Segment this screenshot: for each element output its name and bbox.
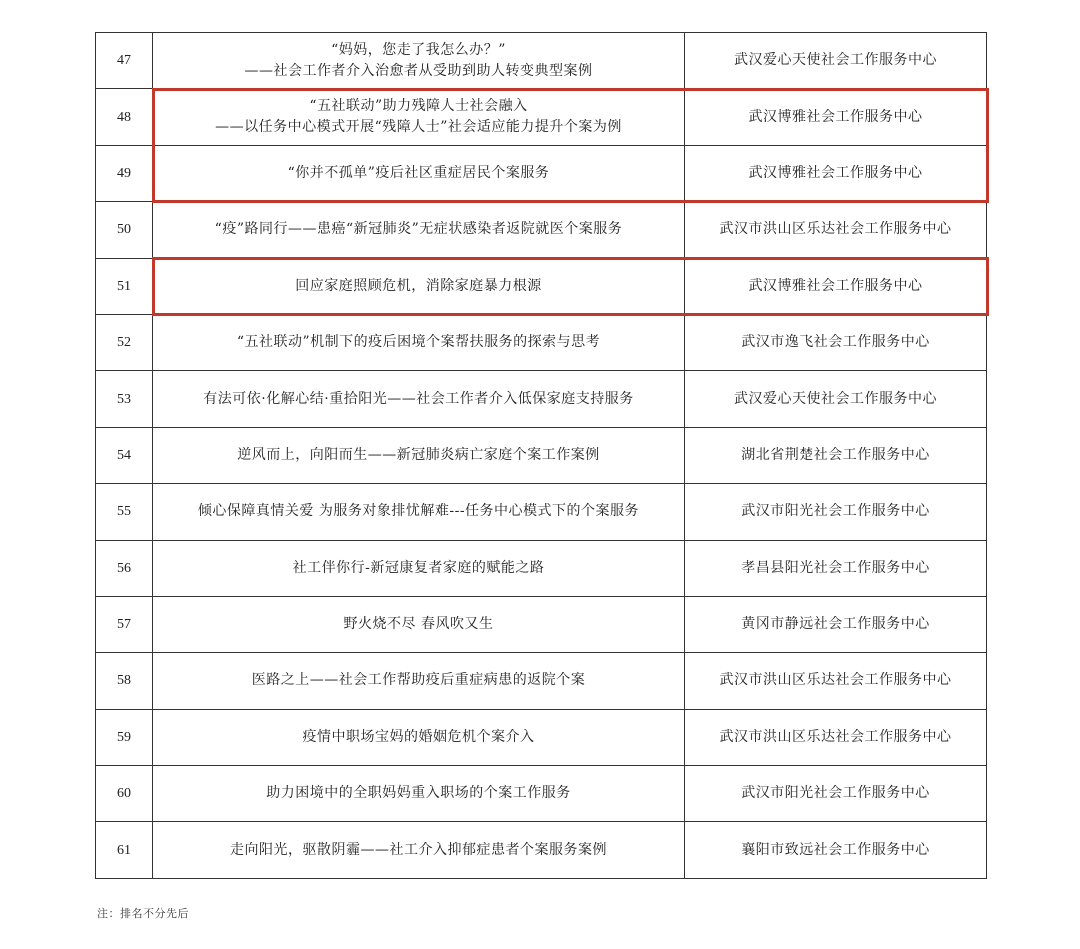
table-row: [96, 596, 987, 652]
table-row: [96, 540, 987, 596]
case-title: [153, 766, 685, 822]
case-title-line: “五社联动”助力残障人士社会融入: [309, 98, 528, 115]
row-number: 58: [96, 653, 153, 709]
table-body: [96, 33, 987, 879]
organization-name: 武汉市洪山区乐达社会工作服务中心: [685, 202, 987, 258]
case-title: [153, 709, 685, 765]
footnote: 注：排名不分先后: [97, 907, 189, 920]
organization-name: 武汉市洪山区乐达社会工作服务中心: [685, 709, 987, 765]
table-row: [96, 145, 987, 201]
organization-name: 武汉市阳光社会工作服务中心: [685, 766, 987, 822]
case-title-line: “妈妈，您走了我怎么办？”: [331, 41, 506, 58]
row-number: 53: [96, 371, 153, 427]
case-title-line: 有法可依·化解心结·重拾阳光——社会工作者介入低保家庭支持服务: [203, 390, 634, 407]
row-number: 56: [96, 540, 153, 596]
case-title: [153, 484, 685, 540]
organization-name: 武汉博雅社会工作服务中心: [685, 258, 987, 314]
case-title: [153, 314, 685, 370]
table-row: [96, 653, 987, 709]
organization-name: 黄冈市静远社会工作服务中心: [685, 596, 987, 652]
organization-name: 武汉爱心天使社会工作服务中心: [685, 371, 987, 427]
case-title: [153, 202, 685, 258]
case-title: [153, 258, 685, 314]
case-title: [153, 653, 685, 709]
organization-name: 武汉市阳光社会工作服务中心: [685, 484, 987, 540]
row-number: 59: [96, 709, 153, 765]
row-number: 47: [96, 33, 153, 89]
organization-name: 武汉市逸飞社会工作服务中心: [685, 314, 987, 370]
organization-name: 武汉爱心天使社会工作服务中心: [685, 33, 987, 89]
table-row: [96, 427, 987, 483]
row-number: 60: [96, 766, 153, 822]
row-number: 54: [96, 427, 153, 483]
row-number: 61: [96, 822, 153, 878]
case-title: [153, 33, 685, 89]
row-number: 52: [96, 314, 153, 370]
case-title: [153, 427, 685, 483]
organization-name: 襄阳市致远社会工作服务中心: [685, 822, 987, 878]
case-title-line: 社工伴你行-新冠康复者家庭的赋能之路: [292, 559, 545, 576]
row-number: 50: [96, 202, 153, 258]
case-title: [153, 371, 685, 427]
case-title-line: ——以任务中心模式开展“残障人士”社会适应能力提升个案为例: [215, 119, 622, 136]
organization-name: 武汉市洪山区乐达社会工作服务中心: [685, 653, 987, 709]
case-title: [153, 89, 685, 145]
row-number: 48: [96, 89, 153, 145]
case-title: [153, 540, 685, 596]
case-title-line: 倾心保障真情关爱 为服务对象排忧解难---任务中心模式下的个案服务: [197, 503, 640, 520]
table-row: [96, 484, 987, 540]
table-row: [96, 314, 987, 370]
case-title-line: “你并不孤单”疫后社区重症居民个案服务: [287, 164, 550, 181]
case-title-line: 野火烧不尽 春风吹又生: [343, 616, 494, 633]
table-row: [96, 258, 987, 314]
case-title-line: 回应家庭照顾危机，消除家庭暴力根源: [295, 277, 542, 294]
table-row: [96, 33, 987, 89]
case-title-line: 助力困境中的全职妈妈重入职场的个案工作服务: [266, 785, 571, 802]
row-number: 51: [96, 258, 153, 314]
case-title: [153, 822, 685, 878]
case-title-line: 走向阳光，驱散阴霾——社工介入抑郁症患者个案服务案例: [230, 841, 607, 858]
table-row: [96, 89, 987, 145]
row-number: 57: [96, 596, 153, 652]
table-row: [96, 371, 987, 427]
case-title-line: “疫”路同行——患癌“新冠肺炎”无症状感染者返院就医个案服务: [214, 221, 623, 238]
organization-name: 武汉博雅社会工作服务中心: [685, 89, 987, 145]
case-list-table: [95, 32, 987, 879]
table-row: [96, 709, 987, 765]
case-title-line: “五社联动”机制下的疫后困境个案帮扶服务的探索与思考: [236, 334, 601, 351]
table-row: [96, 766, 987, 822]
organization-name: 湖北省荆楚社会工作服务中心: [685, 427, 987, 483]
case-title: [153, 596, 685, 652]
case-title-line: ——社会工作者介入治愈者从受助到助人转变典型案例: [244, 62, 593, 79]
row-number: 49: [96, 145, 153, 201]
case-title-line: 逆风而上，向阳而生——新冠肺炎病亡家庭个案工作案例: [237, 446, 600, 463]
organization-name: 孝昌县阳光社会工作服务中心: [685, 540, 987, 596]
row-number: 55: [96, 484, 153, 540]
case-title-line: 疫情中职场宝妈的婚姻危机个案介入: [302, 728, 535, 745]
organization-name: 武汉博雅社会工作服务中心: [685, 145, 987, 201]
case-title: [153, 145, 685, 201]
case-title-line: 医路之上——社会工作帮助疫后重症病患的返院个案: [251, 672, 586, 689]
table-row: [96, 202, 987, 258]
table-row: [96, 822, 987, 878]
